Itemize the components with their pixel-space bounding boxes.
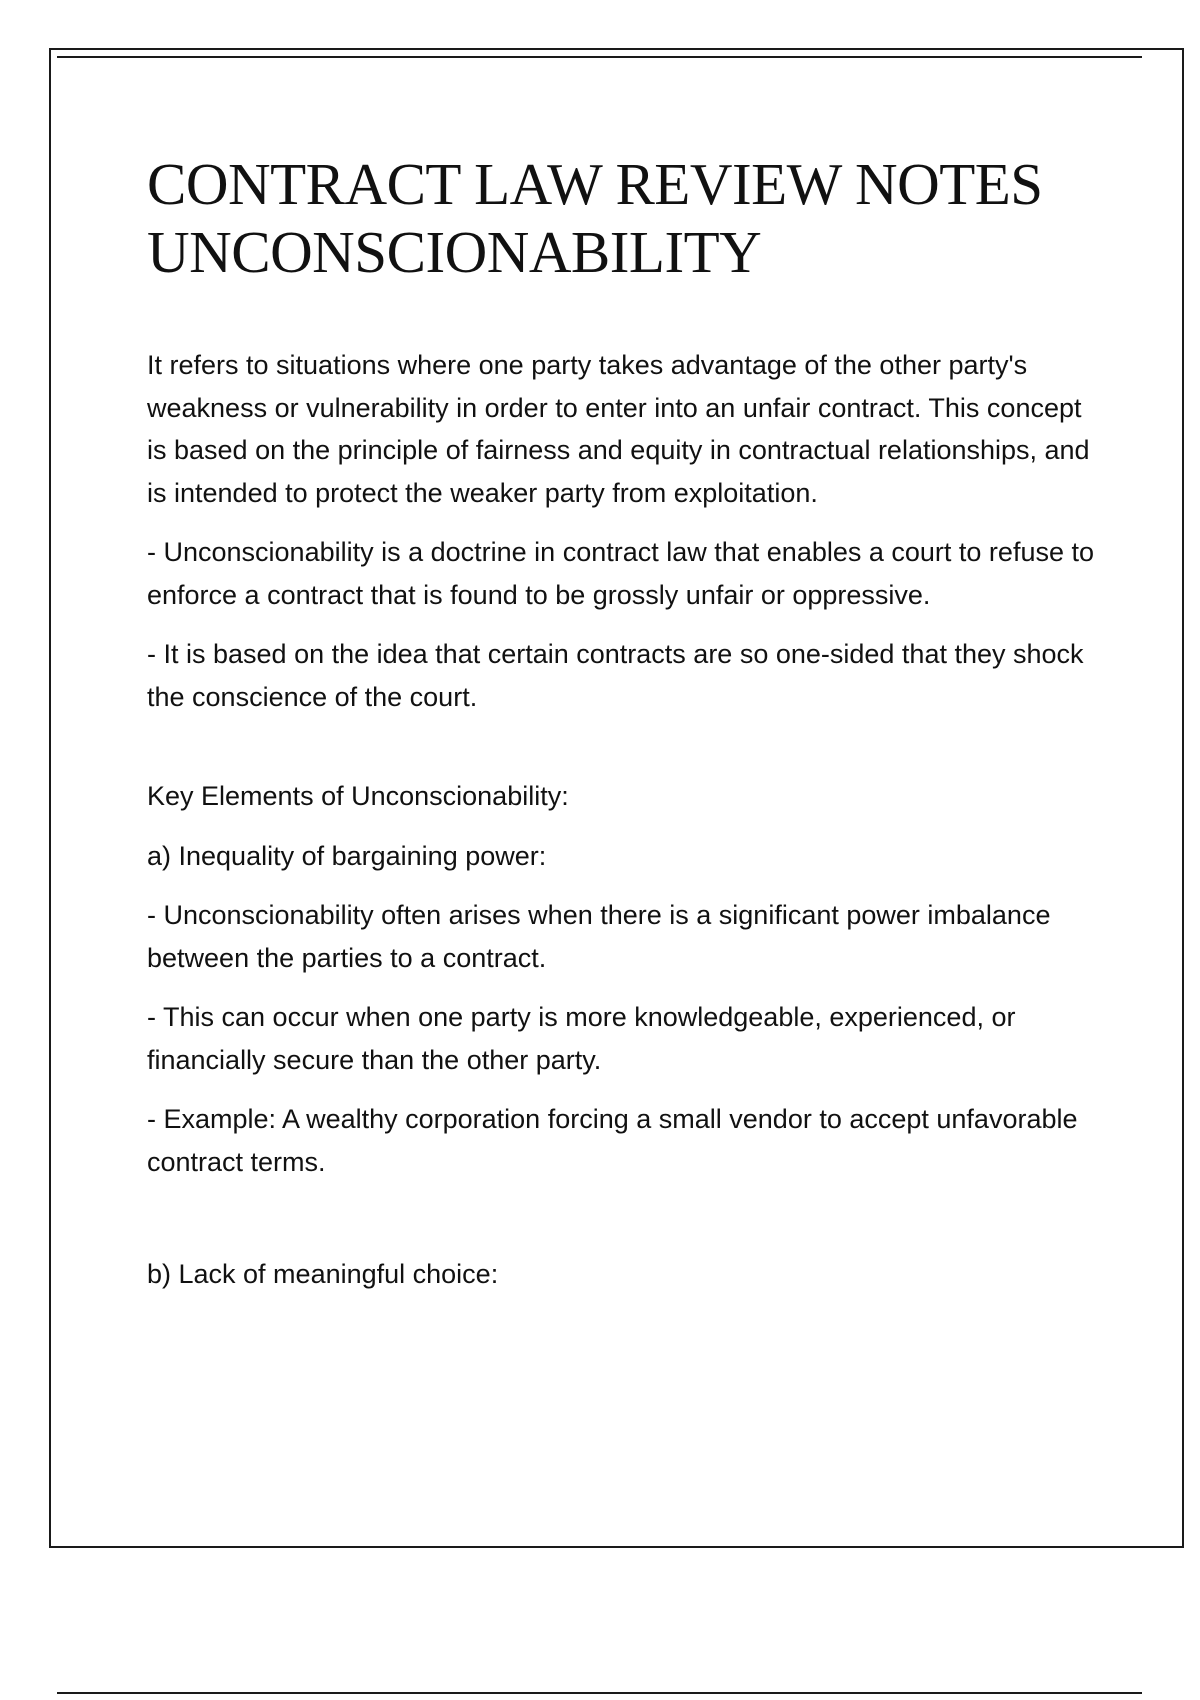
key-elements-heading: Key Elements of Unconscionability: [147, 781, 569, 811]
title-line-1: CONTRACT LAW REVIEW NOTES [147, 151, 1043, 217]
element-b-heading: b) Lack of meaningful choice: [147, 1259, 499, 1289]
point-paragraph: - It is based on the idea that certain contracts are so one-sided that they shock the conscience of the court. [147, 639, 1084, 712]
page-frame [49, 48, 1184, 1548]
intro-paragraph: It refers to situations where one party takes advantage of the other party's weakness or vulnerability in order to enter into an unfair contract. This concept is based on the principle of fairness and equity in contractual relationships, and is intended to protect the weaker party from exploitation. [147, 350, 1090, 508]
element-a-heading: a) Inequality of bargaining power: [147, 840, 547, 871]
document-title [147, 150, 1107, 286]
title-line-2: UNCONSCIONABILITY [147, 219, 762, 285]
document-body [147, 150, 1107, 1313]
element-a-point: - Example: A wealthy corporation forcing a small vendor to accept unfavorable contract terms. [147, 1104, 1078, 1177]
top-rule [57, 56, 1142, 58]
element-a-point: - This can occur when one party is more knowledgeable, experienced, or financially secure than the other party. [147, 1002, 1016, 1075]
point-paragraph: - Unconscionability is a doctrine in contract law that enables a court to refuse to enforce a contract that is found to be grossly unfair or oppressive. [147, 537, 1094, 610]
element-a-point: - Unconscionability often arises when there is a significant power imbalance between the parties to a contract. [147, 900, 1051, 973]
next-page-top-rule [57, 1692, 1142, 1694]
